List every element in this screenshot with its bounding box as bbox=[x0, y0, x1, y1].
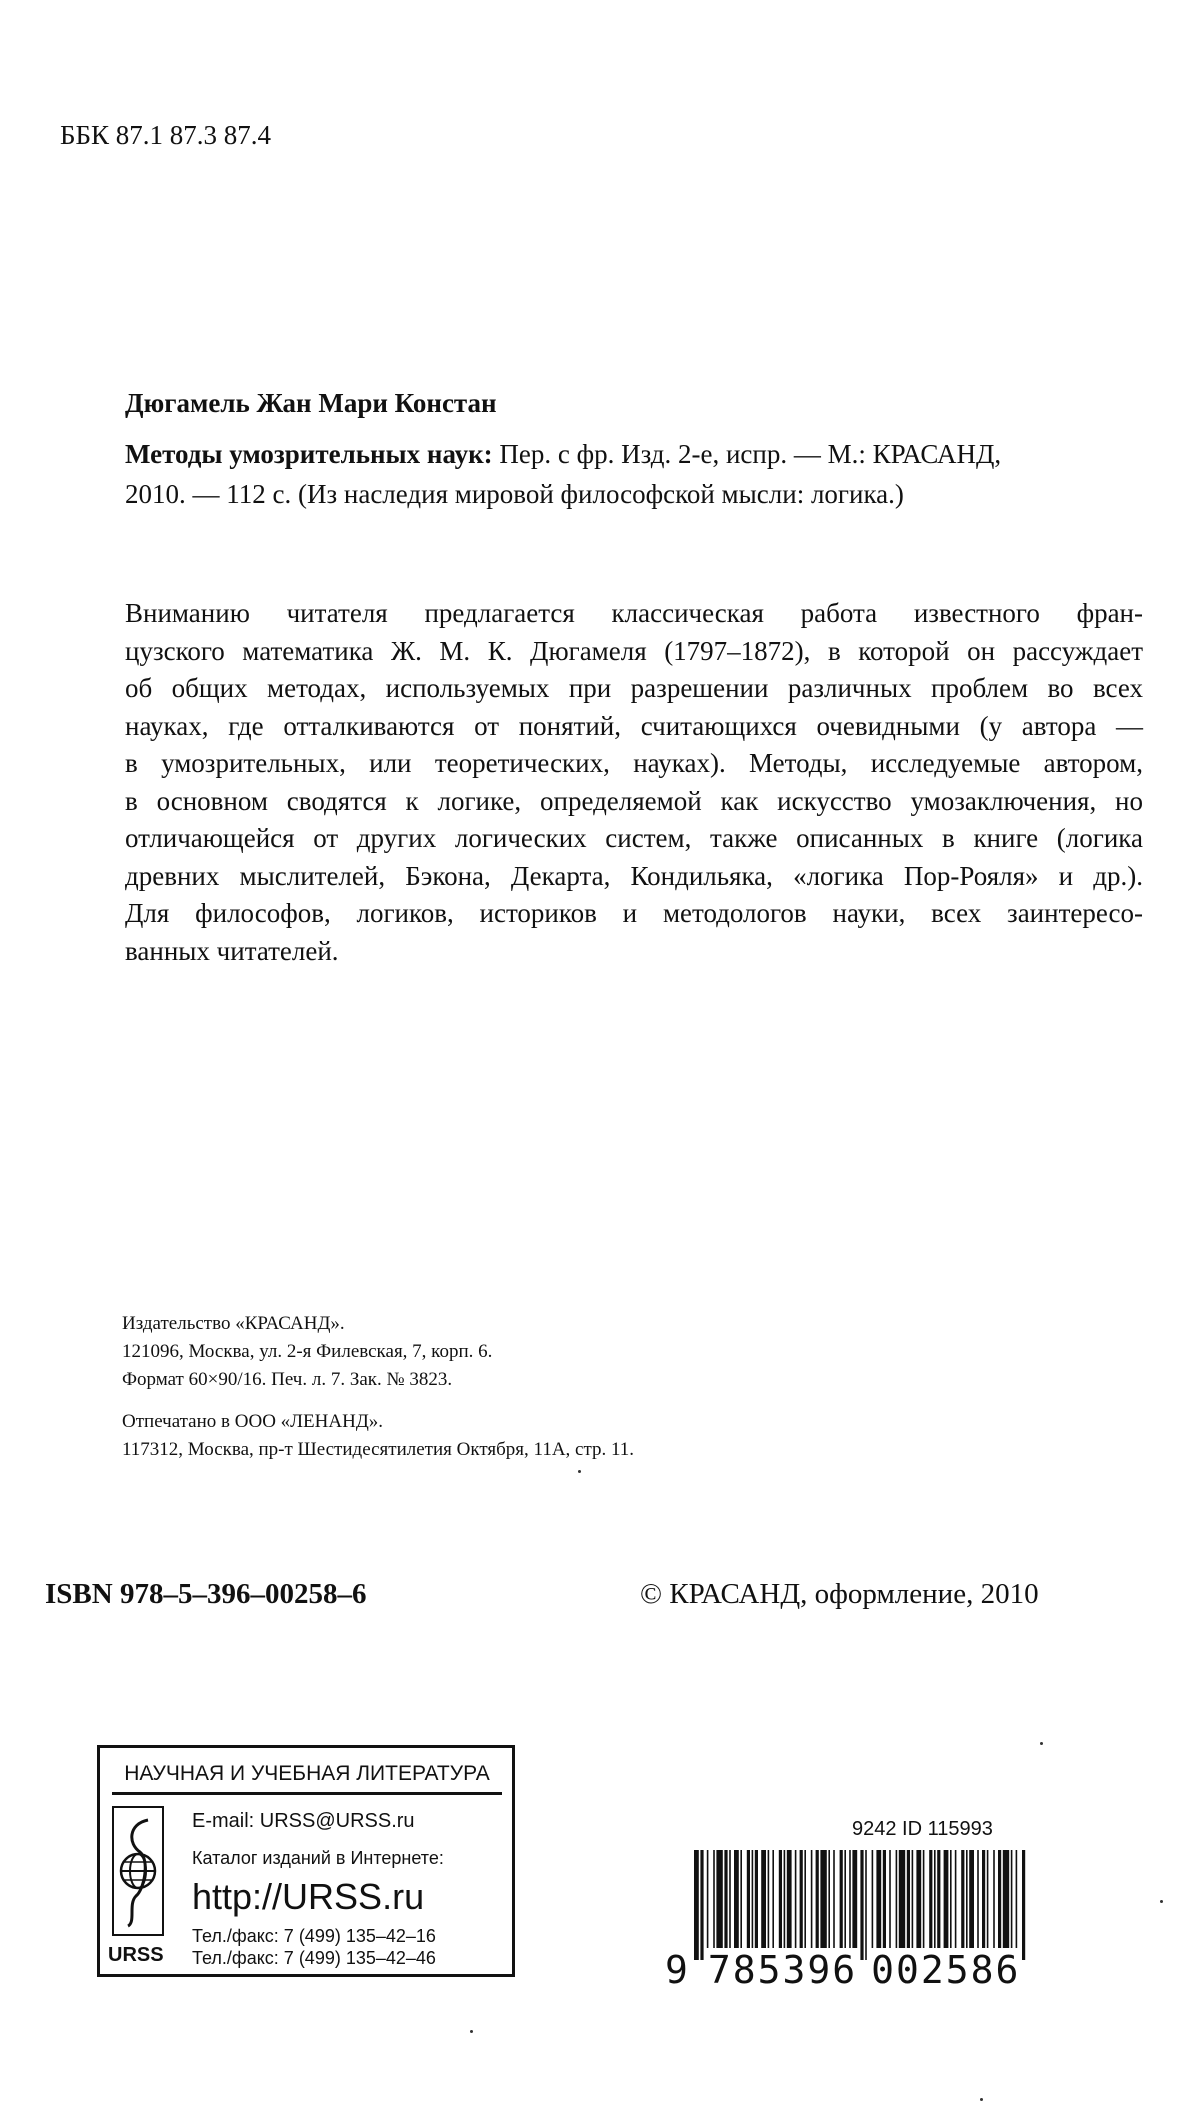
barcode-bar bbox=[707, 1850, 709, 1948]
isbn: ISBN 978–5–396–00258–6 bbox=[45, 1578, 367, 1610]
barcode-bar bbox=[955, 1850, 957, 1948]
barcode-bar bbox=[872, 1850, 874, 1948]
barcode-bar bbox=[944, 1850, 949, 1948]
speck bbox=[1160, 1900, 1163, 1903]
abstract-line: древних мыслителей, Бэкона, Декарта, Кондильяка, «логика Пор-Рояля» и др.). bbox=[125, 860, 1143, 891]
abstract-line: в умозрительных, или теоретических, науках). Методы, исследуемые автором, bbox=[125, 748, 1143, 778]
barcode-bar bbox=[713, 1850, 715, 1948]
barcode-bar bbox=[734, 1850, 739, 1948]
abstract bbox=[125, 595, 1143, 970]
barcode-bar bbox=[987, 1850, 989, 1948]
urss-catalog-label: Каталог изданий в Интернете: bbox=[192, 1848, 444, 1868]
urss-phone-1: Тел./факс: 7 (499) 135–42–16 bbox=[192, 1926, 436, 1946]
barcode-bar bbox=[907, 1850, 910, 1948]
speck bbox=[1040, 1742, 1043, 1745]
barcode-bar bbox=[950, 1850, 952, 1948]
barcode-bar bbox=[833, 1850, 835, 1948]
barcode-bar bbox=[966, 1850, 968, 1948]
barcode-bar bbox=[787, 1850, 792, 1948]
barcode-bar bbox=[923, 1850, 925, 1948]
urss-logo-icon bbox=[112, 1806, 164, 1936]
barcode-bar bbox=[724, 1850, 727, 1948]
barcode-bar bbox=[929, 1850, 932, 1948]
book-title: Методы умозрительных наук: bbox=[125, 439, 493, 469]
barcode-bar bbox=[779, 1850, 782, 1948]
barcode-bar bbox=[977, 1850, 979, 1948]
barcode-bar bbox=[768, 1850, 770, 1948]
speck bbox=[980, 2098, 983, 2101]
citation-series: 2010. — 112 с. (Из наследия мировой философской мысли: логика.) bbox=[125, 479, 904, 509]
barcode-digits bbox=[665, 1948, 1020, 1992]
barcode-bar bbox=[804, 1850, 806, 1948]
barcode-bar bbox=[740, 1850, 742, 1948]
barcode-bar bbox=[934, 1850, 936, 1948]
printer-info bbox=[122, 1408, 922, 1464]
urss-logo-text: URSS bbox=[108, 1944, 164, 1966]
urss-url: http://URSS.ru bbox=[192, 1876, 425, 1917]
abstract-line: в основном сводятся к логике, определяемой как искусство умозаключения, но bbox=[125, 785, 1143, 816]
barcode-bar bbox=[772, 1850, 774, 1948]
abstract-line: отличающейся от других логических систем, также описанных в книге (логика bbox=[125, 823, 1143, 853]
barcode-bar bbox=[912, 1850, 914, 1948]
barcode-bar bbox=[716, 1850, 722, 1948]
barcode-bar bbox=[694, 1850, 699, 1960]
abstract-line: Для философов, логиков, историков и методологов науки, всех заинтересо- bbox=[125, 898, 1143, 928]
barcode-bar bbox=[916, 1850, 921, 1948]
barcode-bar bbox=[811, 1850, 813, 1948]
barcode-bar bbox=[1022, 1850, 1025, 1960]
barcode-digits-group-1: 785396 bbox=[707, 1948, 858, 1992]
author-name: Дюгамель Жан Мари Констан bbox=[125, 388, 497, 418]
barcode-bar bbox=[820, 1850, 826, 1948]
printer-address: 117312, Москва, пр-т Шестидесятилетия Октября, 11А, стр. 11. bbox=[122, 1439, 635, 1460]
barcode-icon bbox=[690, 1850, 1030, 1960]
barcode-bar bbox=[800, 1850, 803, 1948]
barcode-bar bbox=[899, 1850, 905, 1948]
publisher-info bbox=[122, 1310, 922, 1394]
abstract-line: ванных читателей. bbox=[125, 935, 339, 966]
barcode-bar bbox=[1011, 1850, 1013, 1948]
barcode-bar bbox=[729, 1850, 731, 1948]
abstract-line: науках, где отталкиваются от понятий, считающихся очевидными (у автора — bbox=[125, 710, 1143, 741]
barcode-bar bbox=[844, 1850, 846, 1948]
barcode-bar bbox=[840, 1850, 843, 1948]
barcode-bar bbox=[816, 1850, 819, 1948]
urss-phone-2: Тел./факс: 7 (499) 135–42–46 bbox=[192, 1948, 436, 1968]
publisher-name: Издательство «КРАСАНД». bbox=[122, 1313, 345, 1334]
barcode-bar bbox=[998, 1850, 1001, 1948]
barcode-bar bbox=[883, 1850, 886, 1948]
urss-publisher-box bbox=[97, 1745, 515, 1977]
copyright: © КРАСАНД, оформление, 2010 bbox=[640, 1578, 1039, 1610]
barcode-bar bbox=[752, 1850, 754, 1948]
barcode-bar bbox=[784, 1850, 786, 1948]
barcode-bar bbox=[937, 1850, 940, 1948]
barcode-bar bbox=[828, 1850, 830, 1948]
bbk-classification: ББК 87.1 87.3 87.4 bbox=[60, 120, 272, 150]
barcode-bar bbox=[755, 1850, 758, 1948]
printer-name: Отпечатано в ООО «ЛЕНАНД». bbox=[122, 1411, 384, 1432]
barcode-bar bbox=[1003, 1850, 1009, 1948]
barcode-bar bbox=[761, 1850, 766, 1948]
publisher-address: 121096, Москва, ул. 2-я Филевская, 7, корп. 6. bbox=[122, 1341, 493, 1362]
abstract-line: об общих методах, используемых при разрешении различных проблем во всех bbox=[125, 673, 1143, 703]
barcode-bar bbox=[1016, 1850, 1018, 1948]
barcode-id: 9242 ID 115993 bbox=[852, 1818, 993, 1840]
barcode-digits-group-2: 002586 bbox=[871, 1948, 1021, 1992]
barcode-digit-first: 9 bbox=[665, 1948, 690, 1992]
barcode-bar bbox=[969, 1850, 974, 1948]
abstract-line: цузского математика Ж. М. К. Дюгамеля (1797–1872), в которой он рассуждает bbox=[125, 635, 1143, 666]
bibliographic-citation bbox=[125, 434, 1143, 514]
barcode-bar bbox=[876, 1850, 881, 1948]
barcode-bar bbox=[747, 1850, 750, 1948]
barcode-bar bbox=[849, 1850, 851, 1948]
barcode-bar bbox=[896, 1850, 898, 1948]
barcode-bar bbox=[865, 1850, 867, 1960]
barcode-bar bbox=[993, 1850, 995, 1948]
speck bbox=[578, 1470, 581, 1473]
barcode-bar bbox=[982, 1850, 985, 1948]
abstract-line: Вниманию читателя предлагается классическая работа известного фран- bbox=[125, 598, 1143, 628]
print-format: Формат 60×90/16. Печ. л. 7. Зак. № 3823. bbox=[122, 1369, 453, 1390]
urss-heading: НАУЧНАЯ И УЧЕБНАЯ ЛИТЕРАТУРА bbox=[112, 1756, 502, 1795]
barcode-bar bbox=[852, 1850, 857, 1948]
barcode-bar bbox=[700, 1850, 703, 1960]
speck bbox=[470, 2030, 473, 2033]
citation-details: Пер. с фр. Изд. 2-е, испр. — М.: КРАСАНД, bbox=[492, 439, 1002, 469]
barcode-bar bbox=[795, 1850, 797, 1948]
urss-email: E-mail: URSS@URSS.ru bbox=[192, 1810, 415, 1832]
barcode-bar bbox=[860, 1850, 863, 1960]
barcode-bar bbox=[961, 1850, 964, 1948]
barcode-bar bbox=[889, 1850, 891, 1948]
